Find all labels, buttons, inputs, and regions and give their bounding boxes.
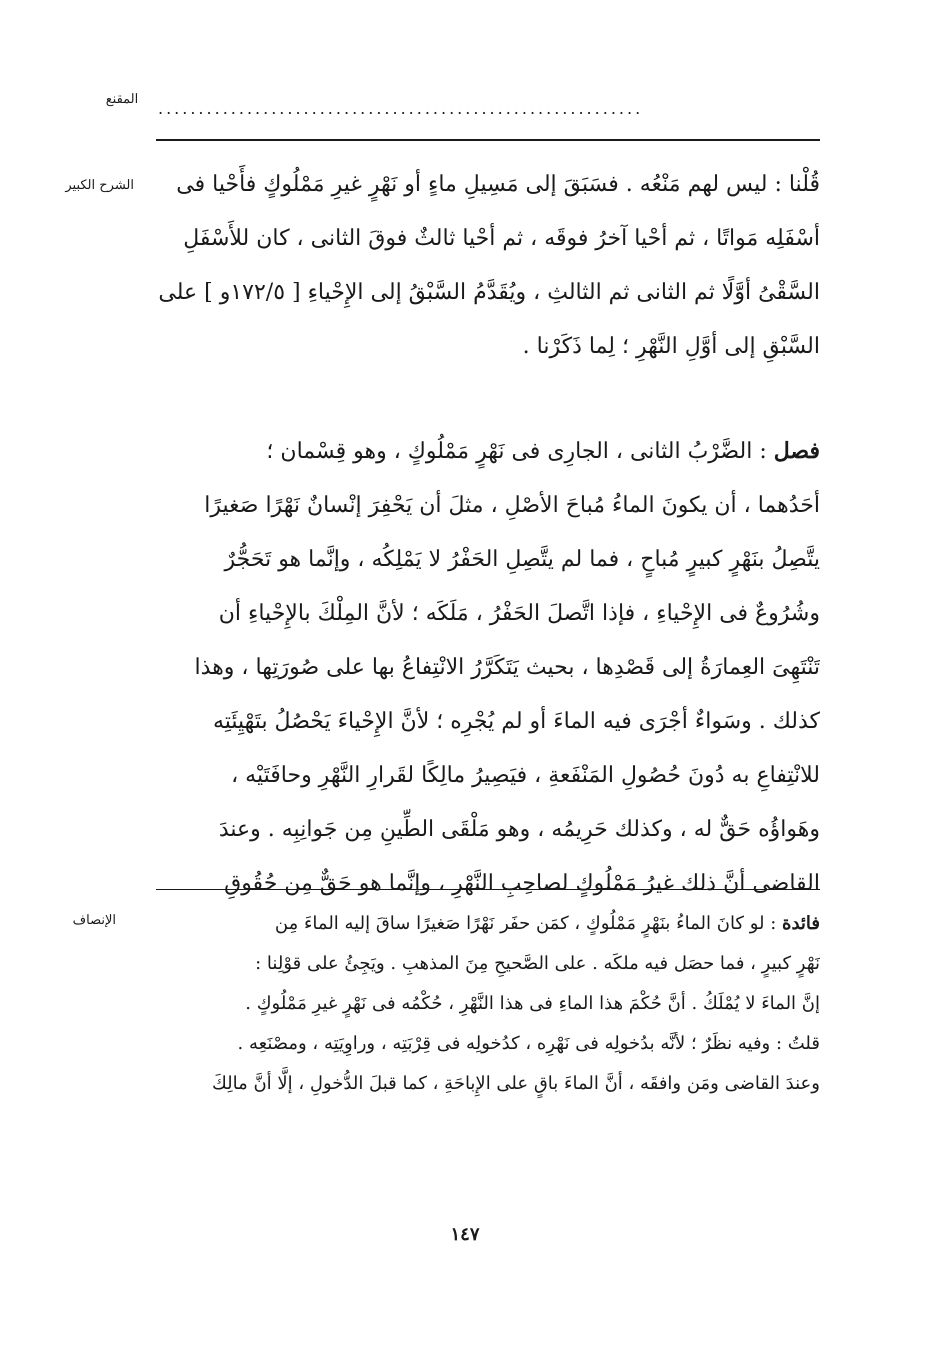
- text-line: القاضى أنَّ ذلك غيرُ مَمْلُوكٍ لصاحِبِ النَّهْرِ ، وإنَّما هو حَقٌّ مِن حُقُوقِ: [224, 871, 820, 896]
- text-line: وشُرُوعٌ فى الإِحْياءِ ، فإذا اتَّصلَ الحَفْرُ ، مَلَكَه ؛ لأنَّ المِلْكَ بالإِحْياءِ أن: [218, 601, 820, 626]
- text-line: قلتُ : وفيه نظَرٌ ؛ لأنَّه بدُخولِه فى نَهْرِه ، كدُخولِه فى قِرْبَتِه ، وراوِيَتِه ، ومصْنَعِه .: [237, 1033, 820, 1054]
- sharh-kabir-text: [156, 158, 820, 374]
- text-line: السَّبْقِ إلى أوَّلِ النَّهْرِ ؛ لِما ذَكَرْنا .: [522, 334, 820, 359]
- insaf-text: [156, 904, 820, 1104]
- text-line: أسْفَلِه مَواتًا ، ثم أحْيا آخرُ فوقَه ، ثم أحْيا ثالثٌ فوقَ الثانى ، كان للأَسْفَلِ: [183, 226, 820, 251]
- text-line: للانْتِفاعِ به دُونَ حُصُولِ المَنْفَعةِ ، فيَصِيرُ مالِكًا لقَرارِ النَّهْرِ وحافَتَيْه ،: [231, 763, 820, 788]
- section-lead-word: فصل: [773, 438, 820, 464]
- header-dot-leader: ............................................................: [158, 100, 644, 118]
- text-line: أحَدُهما ، أن يكونَ الماءُ مُباحَ الأصْلِ ، مثلَ أن يَحْفِرَ إنْسانٌ نَهْرًا صَغيرًا: [204, 493, 820, 518]
- text-line-rest: : لو كانَ الماءُ بنَهْرٍ مَمْلُوكٍ ، كمَن حفَر نَهْرًا صَغيرًا ساقَ إليه الماءَ مِن: [274, 913, 783, 934]
- header-rule: [156, 139, 820, 141]
- text-line-rest: : الضَّرْبُ الثانى ، الجارِى فى نَهْرٍ مَمْلُوكٍ ، وهو قِسْمان ؛: [266, 439, 774, 464]
- side-label-sharh: الشرح الكبير: [65, 178, 134, 193]
- text-line-first: [156, 424, 820, 479]
- text-line: وهَواؤُه حَقٌّ له ، وكذلك حَرِيمُه ، وهو مَلْقَى الطِّينِ مِن جَوانِبِه . وعندَ: [218, 817, 820, 842]
- text-line: يتَّصِلُ بنَهْرٍ كبيرٍ مُباحٍ ، فما لم يتَّصِلِ الحَفْرُ لا يَمْلِكُه ، وإنَّما هو تَحَجُّرٌ: [224, 547, 820, 572]
- text-line: نَهْرٍ كبيرٍ ، فما حصَل فيه ملكَه . على الصَّحيحِ مِنَ المذهبِ . ويَجِئُ على قوْلِنا :: [255, 953, 820, 974]
- text-line: كذلك . وسَواءٌ أجْرَى فيه الماءَ أو لم يُجْرِه ؛ لأنَّ الإِحْياءَ يَحْصُلُ بتَهْيِئَتِه: [212, 709, 820, 734]
- text-line: تَنْتَهِىَ العِمارَةُ إلى قَصْدِها ، بحيث يَتَكَرَّرُ الانْتِفاعُ بها على صُورَتِها ، وهذا: [194, 655, 820, 680]
- running-header-title: المقنع: [105, 92, 139, 107]
- text-line: السَّقْىُ أوَّلًا ثم الثانى ثم الثالثِ ، ويُقَدَّمُ السَّبْقُ إلى الإِحْياءِ [ ١٧٢/٥و ] على: [158, 280, 820, 305]
- text-line: قُلْنا : ليس لهم مَنْعُه . فسَبَقَ إلى مَسِيلِ ماءٍ أو نَهْرٍ غيرِ مَمْلُوكٍ فأَحْيا فى: [176, 172, 820, 197]
- text-line: إنَّ الماءَ لا يُمْلَكُ . أنَّ حُكْمَ هذا الماءِ فى هذا النَّهْرِ ، حُكْمُه فى نَهْرٍ غيرِ مَمْلُوكٍ .: [245, 993, 820, 1014]
- side-label-insaf: الإنصاف: [72, 913, 116, 928]
- text-line-first: [156, 904, 820, 944]
- fasl-section-text: [156, 424, 820, 911]
- insaf-lead-word: فائدة: [782, 913, 820, 934]
- text-line: وعندَ القاضى ومَن وافقَه ، أنَّ الماءَ باقٍ على الإِباحَةِ ، كما قبلَ الدُّخولِ ، إلَّا أنَّ مالِكَ: [211, 1073, 820, 1094]
- separator-rule: [156, 889, 820, 890]
- page-number: ١٤٧: [450, 1224, 480, 1245]
